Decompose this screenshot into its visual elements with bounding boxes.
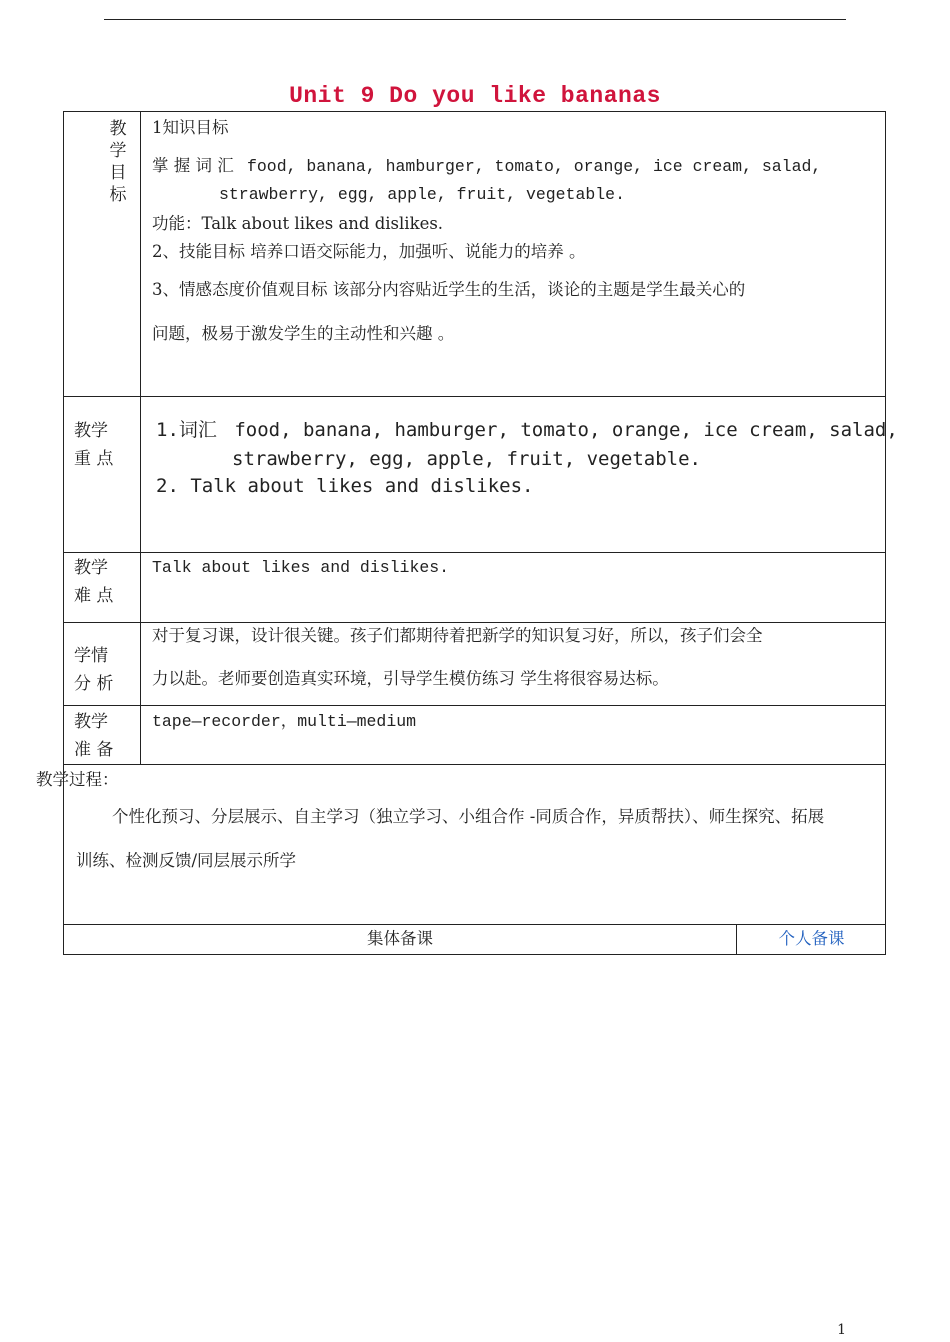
key-points-label: 教学 重 点 <box>74 421 114 469</box>
row-divider <box>64 764 885 765</box>
preparation-text: tape—recorder，multi—medium <box>152 712 417 731</box>
personal-prep-header: 个人备课 <box>778 929 845 948</box>
analysis-label: 学情 分 析 <box>74 646 114 694</box>
objective-function-line: 功能：Talk about likes and dislikes. <box>152 214 444 233</box>
difficult-points-label: 教学 难 点 <box>74 558 114 606</box>
label-column-divider <box>140 112 141 764</box>
key-points-line1: 1.词汇 food, banana, hamburger, tomato, orange, ice cream, salad, <box>156 419 898 441</box>
row-divider <box>64 705 885 706</box>
collective-prep-header: 集体备课 <box>367 929 433 948</box>
preparation-label: 教学 准 备 <box>74 712 114 760</box>
row-divider <box>64 396 885 397</box>
objective-emotion-line1: 3、情感态度价值观目标 该部分内容贴近学生的生活，谈论的主题是学生最关心的 <box>152 280 746 299</box>
objective-vocab-line: 掌 握 词 汇 food, banana, hamburger, tomato, orange, ice cream, salad, <box>152 156 822 176</box>
process-line2: 训练、检测反馈/同层展示所学 <box>76 851 297 870</box>
objective-skill-line: 2、技能目标 培养口语交际能力，加强听、说能力的培养 。 <box>152 242 586 261</box>
document-title: Unit 9 Do you like bananas <box>289 83 661 109</box>
analysis-line1: 对于复习课，设计很关键。孩子们都期待着把新学的知识复习好，所以，孩子们会全 <box>152 626 763 645</box>
objective-emotion-line2: 问题，极易于激发学生的主动性和兴趣 。 <box>152 324 455 343</box>
page-number: 1 <box>837 1322 846 1338</box>
lesson-plan-table <box>36 111 898 955</box>
header-rule <box>104 19 846 20</box>
objective-knowledge-heading: 1知识目标 <box>152 118 229 137</box>
key-points-line3: 2. Talk about likes and dislikes. <box>156 475 534 497</box>
difficult-points-text: Talk about likes and dislikes. <box>152 558 450 577</box>
process-line1: 个性化预习、分层展示、自主学习（独立学习、小组合作 -同质合作，异质帮扶）、师生探究、拓展 <box>112 807 825 826</box>
process-label: 教学过程： <box>36 770 119 789</box>
analysis-line2: 力以赴。老师要创造真实环境，引导学生模仿练习 学生将很容易达标。 <box>152 669 669 688</box>
objective-vocab-line2: strawberry, egg, apple, fruit, vegetable. <box>219 185 625 204</box>
objectives-label: 教 学 目 标 <box>109 119 127 205</box>
row-divider <box>64 552 885 553</box>
row-divider <box>64 622 885 623</box>
key-points-line2: strawberry, egg, apple, fruit, vegetable. <box>232 448 701 470</box>
row-divider <box>64 924 885 925</box>
